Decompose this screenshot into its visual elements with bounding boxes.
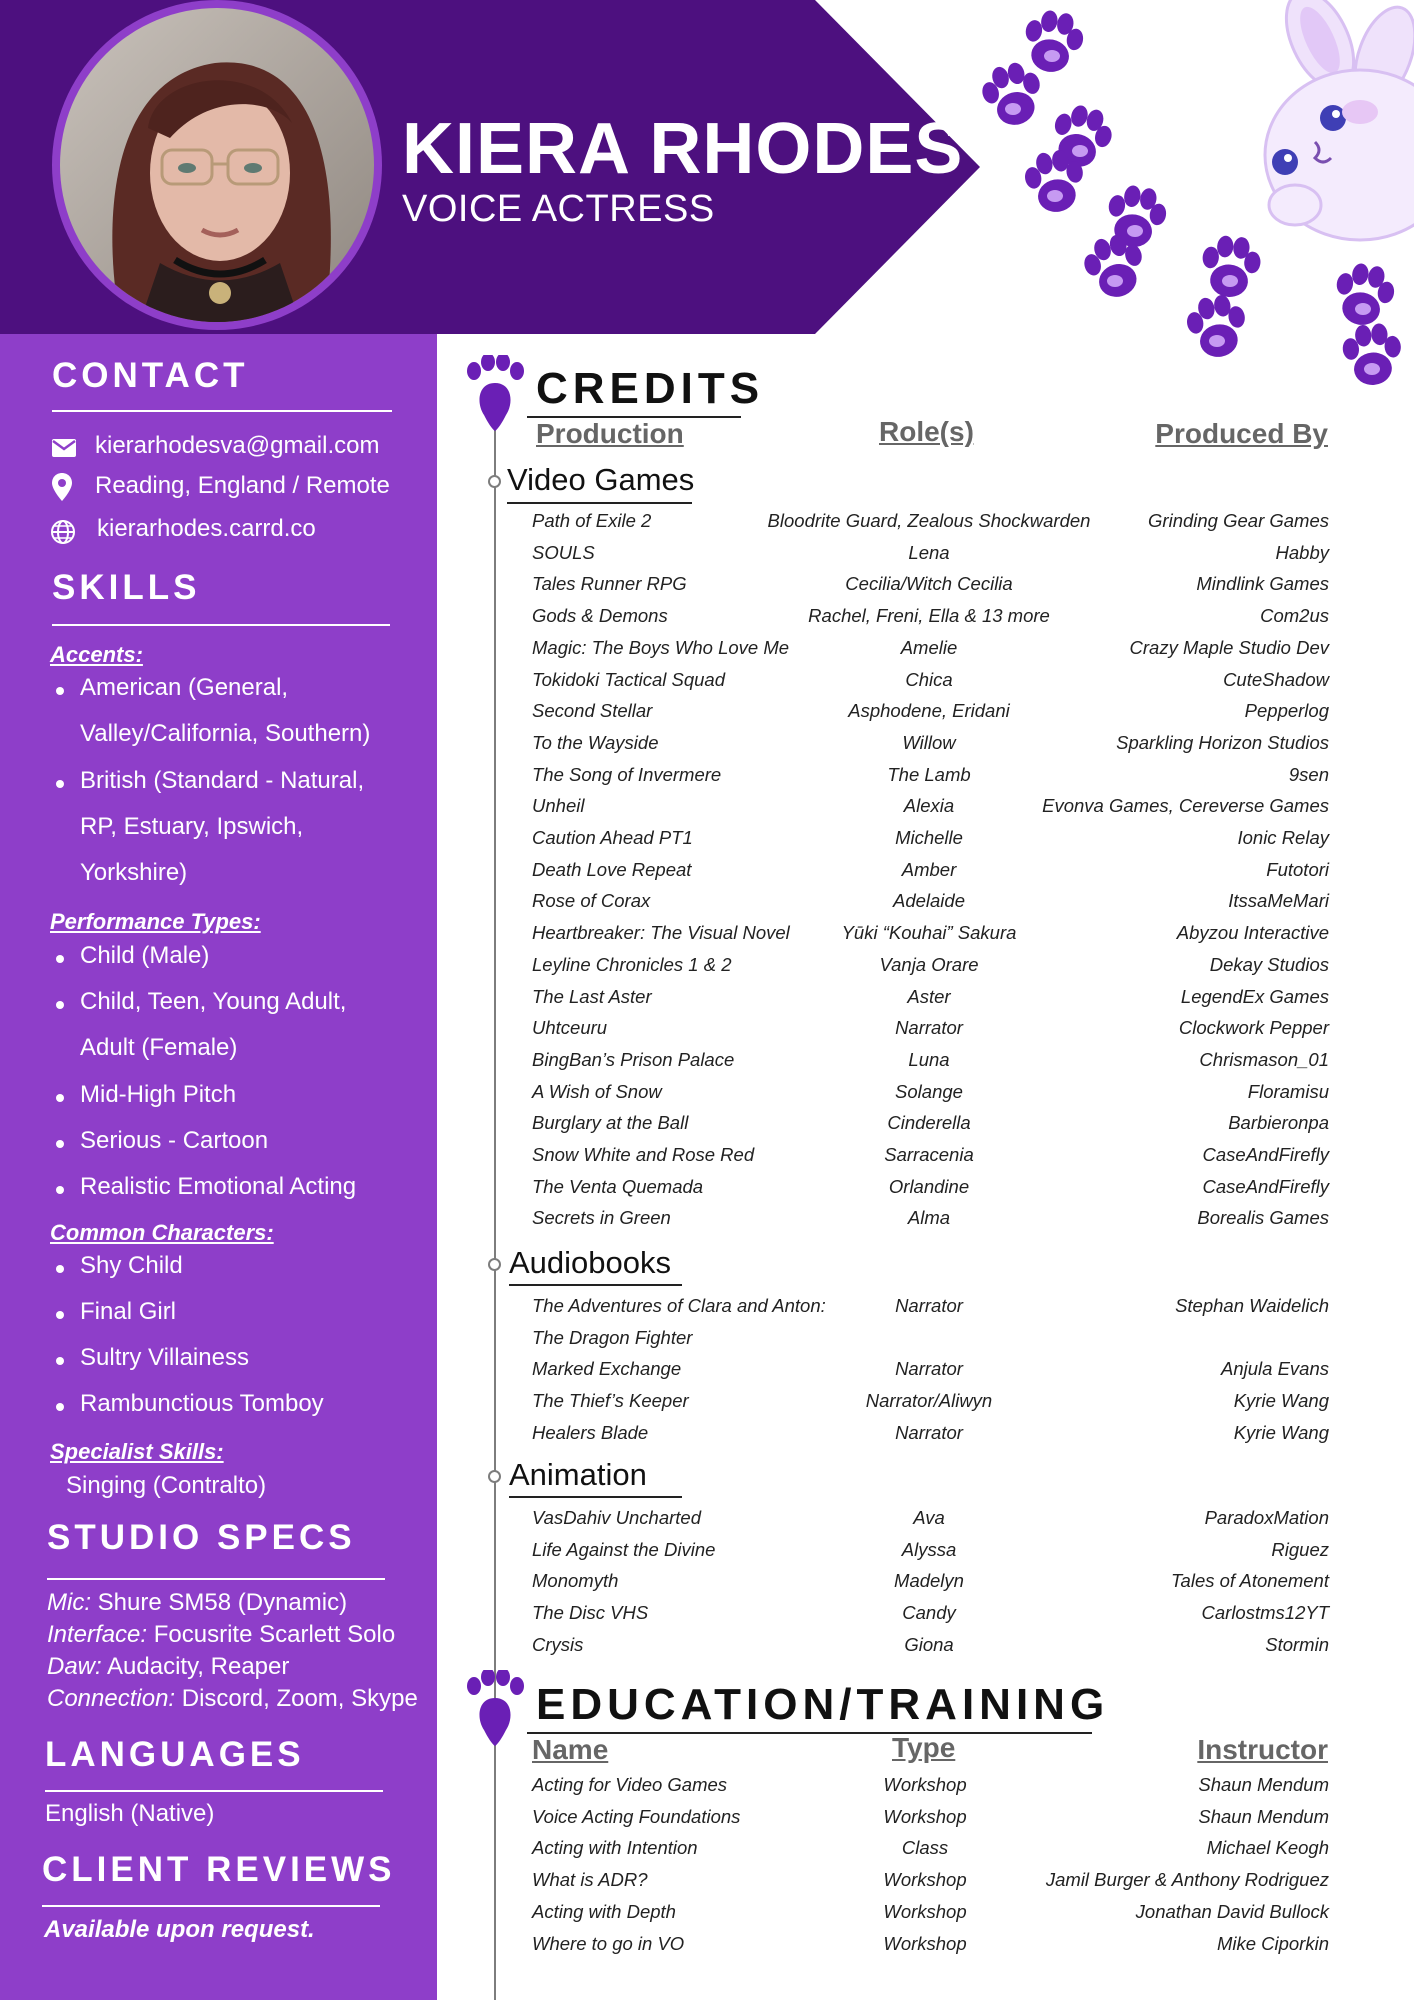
credit-row — [0, 700, 1414, 731]
cell-title: Secrets in Green — [532, 1207, 671, 1229]
column-type: Type — [892, 1732, 956, 1763]
cell-role: Amber — [901, 858, 957, 880]
credit-row — [0, 1602, 1414, 1633]
performance-label: Performance Types: — [50, 909, 261, 934]
cell-role: Alyssa — [901, 1538, 957, 1560]
cell-title: The Adventures of Clara and Anton: — [532, 1295, 826, 1316]
cell-producer: CaseAndFirefly — [1202, 1175, 1329, 1197]
credit-row — [0, 764, 1414, 795]
cell-role: Rachel, Freni, Ella & 13 more — [808, 605, 1050, 627]
cell-title: To the Wayside — [532, 731, 659, 753]
cell-producer: Mindlink Games — [1196, 573, 1329, 595]
accent-item: American (General, — [80, 674, 289, 701]
connection-label: Connection: — [47, 1685, 176, 1712]
cell-producer: Floramisu — [1247, 1080, 1329, 1102]
credit-row — [0, 922, 1414, 953]
cell-title: SOULS — [532, 541, 595, 563]
audiobooks-heading: Audiobooks — [509, 1245, 672, 1280]
cell-title: Acting with Intention — [532, 1837, 698, 1859]
connection-value: Discord, Zoom, Skype — [181, 1685, 418, 1712]
education-underline — [527, 1732, 1092, 1734]
credit-row — [0, 1634, 1414, 1665]
cell-title: Life Against the Divine — [532, 1538, 716, 1560]
applicant-name: KIERA RHODES — [402, 109, 964, 189]
cell-producer: CuteShadow — [1223, 668, 1329, 690]
specialist-value: Singing (Contralto) — [66, 1472, 267, 1499]
cell-producer: Stormin — [1265, 1633, 1329, 1655]
cell-role: Cecilia/Witch Cecilia — [845, 573, 1013, 595]
credit-row — [0, 1327, 1414, 1358]
cell-title: Uhtceuru — [532, 1017, 608, 1039]
accent-item-cont: Yorkshire) — [80, 859, 188, 886]
cell-title: Rose of Corax — [532, 890, 651, 912]
portrait-image — [60, 8, 374, 322]
cell-producer: Sparkling Horizon Studios — [1116, 731, 1329, 753]
credit-row — [0, 637, 1414, 668]
cell-title: Acting with Depth — [532, 1900, 676, 1922]
cell-title: The Thief’s Keeper — [532, 1390, 689, 1412]
languages-value: English (Native) — [45, 1800, 215, 1827]
credit-row — [0, 1144, 1414, 1175]
credit-row — [0, 1422, 1414, 1453]
cell-role: Asphodene, Eridani — [848, 700, 1010, 722]
performance-item-cont: Adult (Female) — [80, 1034, 238, 1061]
cell-title: Second Stellar — [532, 700, 653, 722]
cell-title: Healers Blade — [532, 1421, 649, 1443]
cell-producer: Abyzou Interactive — [1176, 922, 1329, 944]
cell-producer: Futotori — [1266, 858, 1329, 880]
accent-item: British (Standard - Natural, — [80, 767, 365, 794]
timeline-node — [488, 1258, 501, 1271]
accent-item-cont: Valley/California, Southern) — [80, 720, 371, 747]
applicant-title: VOICE ACTRESS — [402, 188, 715, 230]
cell-producer: Tales of Atonement — [1170, 1570, 1329, 1592]
bullet-dot — [56, 1265, 64, 1273]
cell-producer: Pepperlog — [1244, 700, 1329, 722]
cell-title: The Song of Invermere — [532, 763, 722, 785]
cell-producer: Habby — [1275, 541, 1329, 563]
credit-row — [0, 1901, 1414, 1932]
cell-role: Workshop — [883, 1869, 967, 1891]
cell-producer: Grinding Gear Games — [1148, 510, 1329, 531]
contact-heading: CONTACT — [52, 356, 249, 395]
cell-title: The Last Aster — [532, 985, 652, 1007]
cell-title: Death Love Repeat — [532, 858, 692, 880]
cell-producer: ParadoxMation — [1204, 1507, 1329, 1528]
credit-row — [0, 542, 1414, 573]
video-games-underline — [507, 502, 692, 504]
cell-role: Workshop — [883, 1932, 967, 1954]
cell-producer: Crazy Maple Studio Dev — [1129, 636, 1329, 658]
cell-role: Alma — [907, 1207, 951, 1229]
credit-row — [0, 954, 1414, 985]
cell-producer: Jamil Burger & Anthony Rodriguez — [1045, 1869, 1329, 1891]
cell-title: The Venta Quemada — [532, 1175, 704, 1197]
cell-title: BingBan’s Prison Palace — [532, 1048, 735, 1070]
character-item: Sultry Villainess — [80, 1344, 249, 1371]
specialist-label: Specialist Skills: — [50, 1439, 224, 1464]
credit-row — [0, 1837, 1414, 1868]
cell-role: Alexia — [903, 795, 955, 817]
credit-row — [0, 510, 1414, 541]
cell-role: Vanja Orare — [879, 953, 979, 975]
cell-producer: Barbieronpa — [1228, 1112, 1329, 1134]
credit-row — [0, 732, 1414, 763]
cell-producer: Stephan Waidelich — [1175, 1295, 1329, 1316]
column-production: Production — [536, 418, 684, 449]
daw-label: Daw: — [47, 1653, 102, 1680]
cell-producer: Jonathan David Bullock — [1135, 1900, 1329, 1922]
cell-producer: Evonva Games, Cereverse Games — [1042, 795, 1329, 817]
cell-producer: Riguez — [1271, 1538, 1329, 1560]
credit-row — [0, 1358, 1414, 1389]
credit-row — [0, 1017, 1414, 1048]
mic-label: Mic: — [47, 1589, 91, 1616]
paw-icon — [466, 355, 524, 431]
credit-row — [0, 1869, 1414, 1900]
cell-role: Luna — [908, 1048, 950, 1070]
credit-row — [0, 1507, 1414, 1538]
cell-producer: Shaun Mendum — [1198, 1774, 1329, 1795]
cell-role: Narrator — [895, 1358, 963, 1380]
credit-row — [0, 1390, 1414, 1421]
cell-role: Michelle — [895, 827, 963, 848]
video-games-heading: Video Games — [507, 462, 695, 497]
cell-role: Workshop — [883, 1900, 967, 1922]
cell-role: Narrator/Aliwyn — [865, 1390, 993, 1412]
column-instructor: Instructor — [1197, 1734, 1328, 1765]
cell-title: Path of Exile 2 — [532, 510, 652, 531]
paw-bunny-decoration — [975, 0, 1414, 395]
cell-producer: CaseAndFirefly — [1202, 1144, 1329, 1165]
cell-role: Class — [901, 1837, 949, 1859]
cell-title: Crysis — [532, 1633, 584, 1655]
cell-producer: Clockwork Pepper — [1178, 1017, 1329, 1039]
credit-row — [0, 1806, 1414, 1837]
characters-label: Common Characters: — [50, 1220, 274, 1245]
cell-title: Acting for Video Games — [532, 1774, 728, 1795]
credit-row — [0, 859, 1414, 890]
bunny-icon — [1265, 0, 1414, 240]
cell-producer: LegendEx Games — [1180, 985, 1329, 1007]
cell-producer: Carlostms12YT — [1201, 1602, 1329, 1624]
cell-title: Monomyth — [532, 1570, 619, 1592]
credit-row — [0, 1207, 1414, 1238]
cell-role: The Lamb — [887, 763, 971, 785]
credit-row — [0, 827, 1414, 858]
interface-label: Interface: — [47, 1621, 148, 1648]
audiobooks-underline — [509, 1284, 682, 1286]
cell-title: A Wish of Snow — [532, 1080, 662, 1102]
cell-title: Snow White and Rose Red — [532, 1144, 755, 1165]
cell-producer: Chrismason_01 — [1199, 1048, 1329, 1070]
cell-producer: Com2us — [1260, 605, 1329, 627]
cell-producer: Borealis Games — [1197, 1207, 1329, 1229]
cell-role: Willow — [902, 731, 956, 753]
reviews-heading: CLIENT REVIEWS — [42, 1850, 396, 1889]
cell-title: VasDahiv Uncharted — [532, 1507, 701, 1528]
cell-role: Workshop — [883, 1805, 967, 1827]
reviews-value: Available upon request. — [44, 1916, 315, 1943]
accent-item-cont: RP, Estuary, Ipswich, — [80, 813, 304, 840]
cell-role: Giona — [904, 1633, 954, 1655]
cell-title: The Dragon Fighter — [532, 1326, 693, 1348]
cell-role: Bloodrite Guard, Zealous Shockwarden — [767, 510, 1091, 531]
cell-producer: 9sen — [1288, 763, 1329, 785]
cell-title: Caution Ahead PT1 — [532, 827, 693, 848]
cell-role: Narrator — [895, 1295, 963, 1316]
cell-title: Gods & Demons — [532, 605, 668, 627]
cell-title: Heartbreaker: The Visual Novel — [532, 922, 790, 944]
animation-underline — [509, 1496, 682, 1498]
credit-row — [0, 1081, 1414, 1112]
character-item: Shy Child — [80, 1252, 183, 1279]
cell-producer: Michael Keogh — [1206, 1837, 1329, 1859]
education-heading: EDUCATION/TRAINING — [536, 1680, 1110, 1729]
cell-role: Madelyn — [894, 1570, 964, 1592]
performance-item: Child (Male) — [80, 942, 210, 969]
cell-producer: ItssaMeMari — [1228, 890, 1329, 912]
animation-heading: Animation — [509, 1457, 647, 1492]
cell-title: What is ADR? — [532, 1869, 648, 1891]
contact-email[interactable]: kierarhodesva@gmail.com — [95, 432, 380, 459]
cell-role: Chica — [905, 668, 953, 690]
cell-producer: Shaun Mendum — [1198, 1805, 1329, 1827]
cell-role: Narrator — [895, 1017, 963, 1039]
character-item: Rambunctious Tomboy — [80, 1390, 324, 1417]
cell-title: Leyline Chronicles 1 & 2 — [532, 953, 732, 975]
column-roles: Role(s) — [879, 416, 974, 447]
cell-role: Candy — [902, 1602, 956, 1624]
cell-role: Aster — [907, 985, 951, 1007]
character-item: Final Girl — [80, 1298, 177, 1325]
timeline-node — [488, 475, 501, 488]
cell-role: Orlandine — [888, 1175, 970, 1197]
column-name: Name — [532, 1734, 609, 1765]
cell-role: Workshop — [883, 1774, 967, 1795]
languages-heading: LANGUAGES — [45, 1735, 305, 1774]
credit-row — [0, 890, 1414, 921]
cell-title: Tales Runner RPG — [532, 573, 687, 595]
credit-row — [0, 1176, 1414, 1207]
credit-row — [0, 1570, 1414, 1601]
credit-row — [0, 1933, 1414, 1964]
profile-photo — [52, 0, 382, 330]
cell-role: Lena — [908, 541, 950, 563]
credit-row — [0, 1295, 1414, 1326]
contact-location: Reading, England / Remote — [95, 472, 390, 499]
credit-row — [0, 669, 1414, 700]
paw-icon — [466, 1670, 524, 1746]
cell-role: Amelie — [900, 636, 958, 658]
cell-producer: Kyrie Wang — [1233, 1390, 1329, 1412]
cell-title: Tokidoki Tactical Squad — [532, 668, 726, 690]
cell-title: Magic: The Boys Who Love Me — [532, 636, 790, 658]
cell-title: Marked Exchange — [532, 1358, 682, 1380]
studio-heading: STUDIO SPECS — [47, 1518, 356, 1557]
envelope-icon — [52, 439, 76, 457]
performance-item: Child, Teen, Young Adult, — [80, 988, 347, 1015]
cell-producer: Mike Ciporkin — [1216, 1932, 1329, 1954]
cell-title: Voice Acting Foundations — [532, 1805, 741, 1827]
cell-role: Sarracenia — [884, 1144, 974, 1165]
cell-title: Where to go in VO — [532, 1932, 685, 1954]
cell-role: Ava — [913, 1507, 945, 1528]
skills-heading: SKILLS — [52, 568, 201, 607]
cell-title: Unheil — [532, 795, 585, 817]
accents-label: Accents: — [50, 642, 143, 667]
cell-title: Burglary at the Ball — [532, 1112, 689, 1134]
credit-row — [0, 1049, 1414, 1080]
credit-row — [0, 573, 1414, 604]
performance-item: Mid-High Pitch — [80, 1081, 237, 1108]
performance-item: Realistic Emotional Acting — [80, 1173, 357, 1200]
cell-role: Narrator — [895, 1421, 963, 1443]
cell-producer: Kyrie Wang — [1233, 1421, 1329, 1443]
cell-role: Yūki “Kouhai” Sakura — [841, 922, 1017, 944]
cell-title: The Disc VHS — [532, 1602, 649, 1624]
credit-row — [0, 795, 1414, 826]
cell-role: Solange — [895, 1080, 963, 1102]
cell-producer: Dekay Studios — [1209, 953, 1329, 975]
credit-row — [0, 1112, 1414, 1143]
cell-producer: Ionic Relay — [1237, 827, 1329, 848]
location-pin-icon — [52, 473, 72, 501]
credit-row — [0, 1774, 1414, 1805]
contact-website[interactable]: kierarhodes.carrd.co — [97, 515, 316, 542]
credit-row — [0, 605, 1414, 636]
timeline-node — [488, 1470, 501, 1483]
interface-value: Focusrite Scarlett Solo — [153, 1621, 396, 1648]
credit-row — [0, 1539, 1414, 1570]
contact-divider — [52, 410, 392, 412]
column-produced-by: Produced By — [1155, 418, 1328, 449]
cell-role: Adelaide — [892, 890, 966, 912]
mic-value: Shure SM58 (Dynamic) — [97, 1589, 348, 1616]
daw-value: Audacity, Reaper — [107, 1653, 290, 1680]
cell-role: Cinderella — [887, 1112, 971, 1134]
cell-producer: Anjula Evans — [1221, 1358, 1329, 1380]
credit-row — [0, 986, 1414, 1017]
performance-item: Serious - Cartoon — [80, 1127, 269, 1154]
credits-heading: CREDITS — [536, 364, 765, 413]
studio-connection — [47, 1685, 418, 1713]
